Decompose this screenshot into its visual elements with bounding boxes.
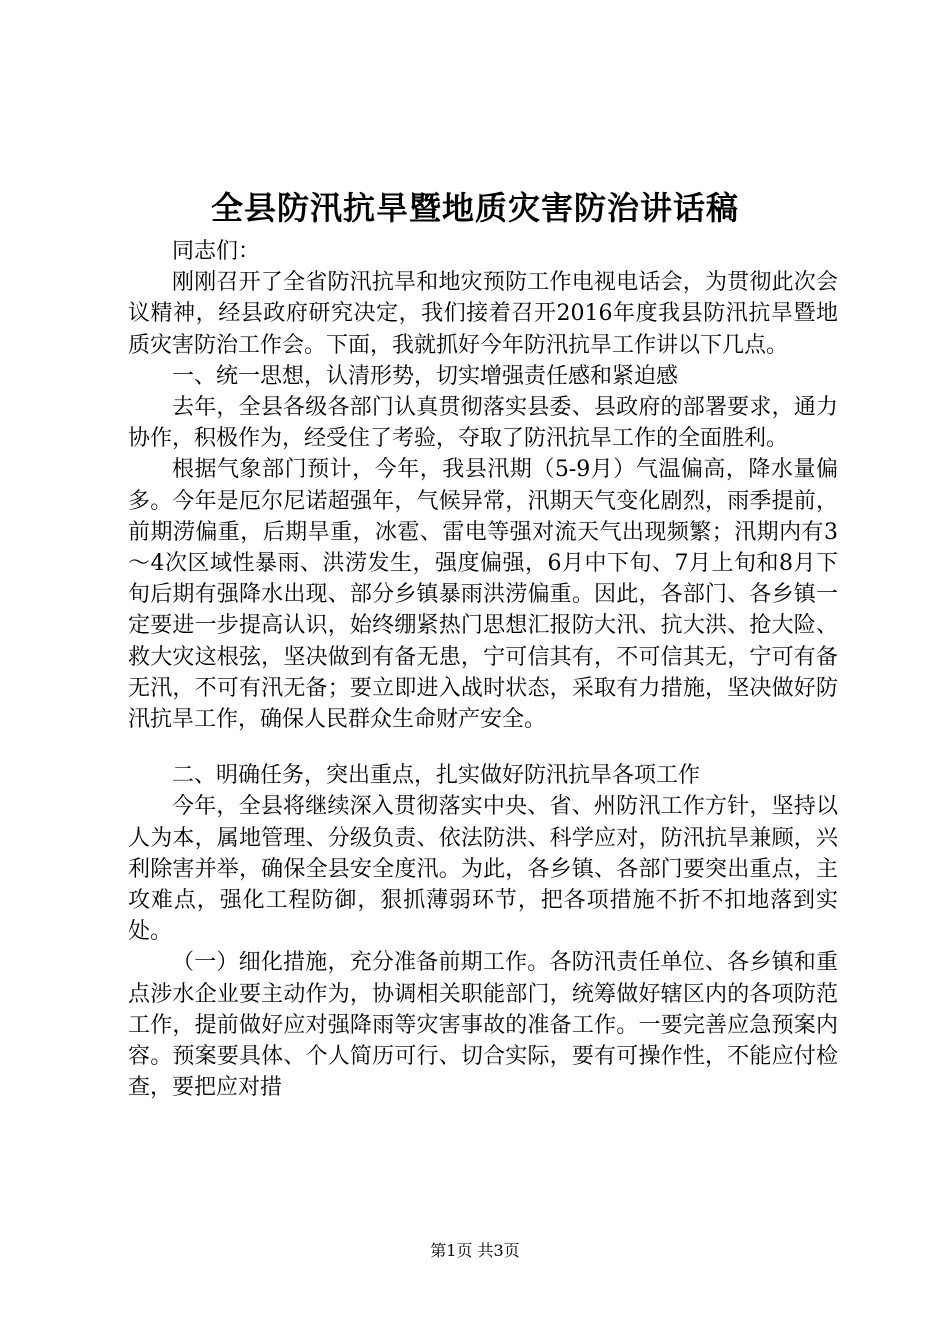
- paragraph: 今年，全县将继续深入贯彻落实中央、省、州防汛工作方针，坚持以人为本，属地管理、分级负责、依法防洪、科学应对，防汛抗旱兼顾，兴利除害并举，确保全县安全度汛。为此，各乡镇、各部门要突出重点，主攻难点，强化工程防御，狠抓薄弱环节，把各项措施不折不扣地落到实处。: [128, 794, 838, 945]
- paragraph: （一）细化措施，充分准备前期工作。各防汛责任单位、各乡镇和重点涉水企业要主动作为，协调相关职能部门，统筹做好辖区内的各项防范工作，提前做好应对强降雨等灾害事故的准备工作。一要完善应急预案内容。预案要具体、个人简历可行、切合实际，要有可操作性，不能应付检查，要把应对措: [128, 950, 838, 1101]
- document-title: 全县防汛抗旱暨地质灾害防治讲话稿: [210, 189, 739, 227]
- salutation: 同志们：: [172, 239, 261, 264]
- paragraph: 去年，全县各级各部门认真贯彻落实县委、县政府的部署要求，通力协作，积极作为，经受住了考验，夺取了防汛抗旱工作的全面胜利。: [128, 395, 838, 452]
- section-heading: 一、统一思想，认清形势，切实增强责任感和紧迫感: [172, 363, 679, 389]
- paragraph: 刚刚召开了全省防汛抗旱和地灾预防工作电视电话会，为贯彻此次会议精神，经县政府研究决定，我们接着召开2016年度我县防汛抗旱暨地质灾害防治工作会。下面，我就抓好今年防汛抗旱工作讲以下几点。: [128, 270, 838, 358]
- document-body: [128, 236, 838, 1103]
- page-number: 第1页 共3页: [430, 1241, 520, 1260]
- paragraph: 根据气象部门预计，今年，我县汛期（5-9月）气温偏高，降水量偏多。今年是厄尔尼诺超强年，气候异常，汛期天气变化剧烈，雨季提前，前期涝偏重，后期旱重，冰雹、雷电等强对流天气出现频繁；汛期内有3～4次区域性暴雨、洪涝发生，强度偏强，6月中下旬、7月上旬和8月下旬后期有强降水出现、部分乡镇暴雨洪涝偏重。因此，各部门、各乡镇一定要进一步提高认识，始终绷紧热门思想汇报防大汛、抗大洪、抢大险、救大灾这根弦，坚决做到有备无患，宁可信其有，不可信其无，宁可有备无汛，不可有汛无备；要立即进入战时状态，采取有力措施，坚决做好防汛抗旱工作，确保人民群众生命财产安全。: [128, 457, 838, 733]
- section-heading: 二、明确任务，突出重点，扎实做好防汛抗旱各项工作: [172, 763, 701, 789]
